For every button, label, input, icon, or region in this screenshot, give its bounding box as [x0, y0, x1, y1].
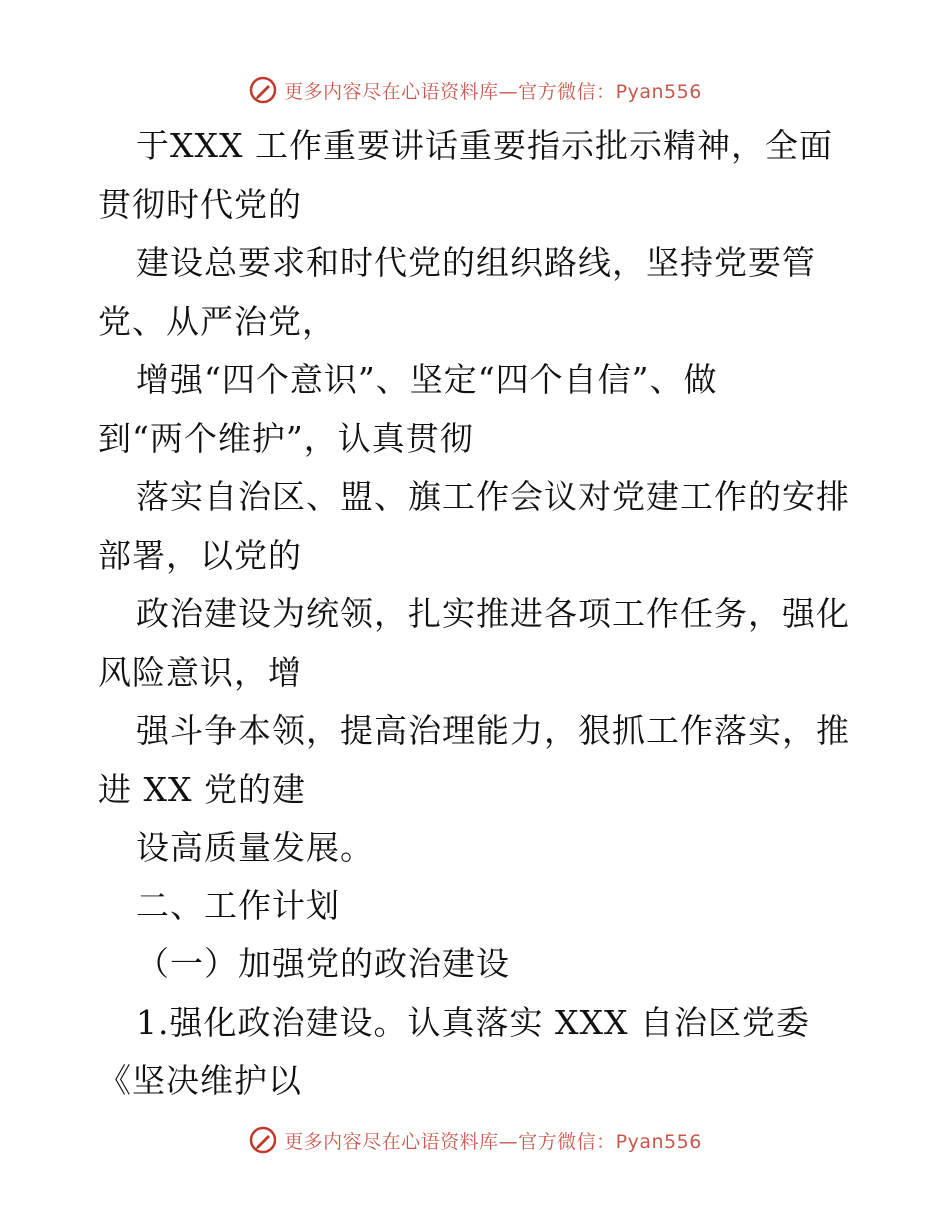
- text-line: 党、从严治党，: [98, 302, 336, 341]
- text-line: 政治建设为统领，扎实推进各项工作任务，强化: [136, 594, 850, 633]
- watermark-text: 更多内容尽在心语资料库—官方微信：Pyan556: [284, 80, 702, 103]
- text-line: 风险意识，增: [98, 653, 302, 692]
- text-line: 贯彻时代党的: [98, 185, 302, 224]
- section-heading: 二、工作计划: [136, 886, 340, 925]
- text-line: 1.强化政治建设。认真落实 XXX 自治区党委: [136, 1003, 810, 1042]
- text-line: 增强“四个意识”、坚定“四个自信”、做: [136, 360, 718, 399]
- subsection-heading: （一）加强党的政治建设: [136, 944, 510, 983]
- watermark-text: 更多内容尽在心语资料库—官方微信：Pyan556: [284, 1130, 702, 1153]
- text-line: 强斗争本领，提高治理能力，狠抓工作落实，推: [136, 711, 850, 750]
- text-line: 于XXX 工作重要讲话重要指示批示精神，全面: [136, 126, 833, 165]
- text-line: 建设总要求和时代党的组织路线，坚持党要管: [136, 243, 816, 282]
- text-line: 进 XX 党的建: [98, 770, 306, 809]
- text-line: 部署，以党的: [98, 536, 302, 575]
- text-line: 《坚决维护以: [98, 1061, 302, 1100]
- text-line: 到“两个维护”，认真贯彻: [98, 419, 474, 458]
- footer-watermark: [0, 1120, 950, 1160]
- text-line: 设高质量发展。: [136, 828, 374, 867]
- text-line: 落实自治区、盟、旗工作会议对党建工作的安排: [136, 477, 850, 516]
- pen-logo-icon: [248, 1125, 278, 1155]
